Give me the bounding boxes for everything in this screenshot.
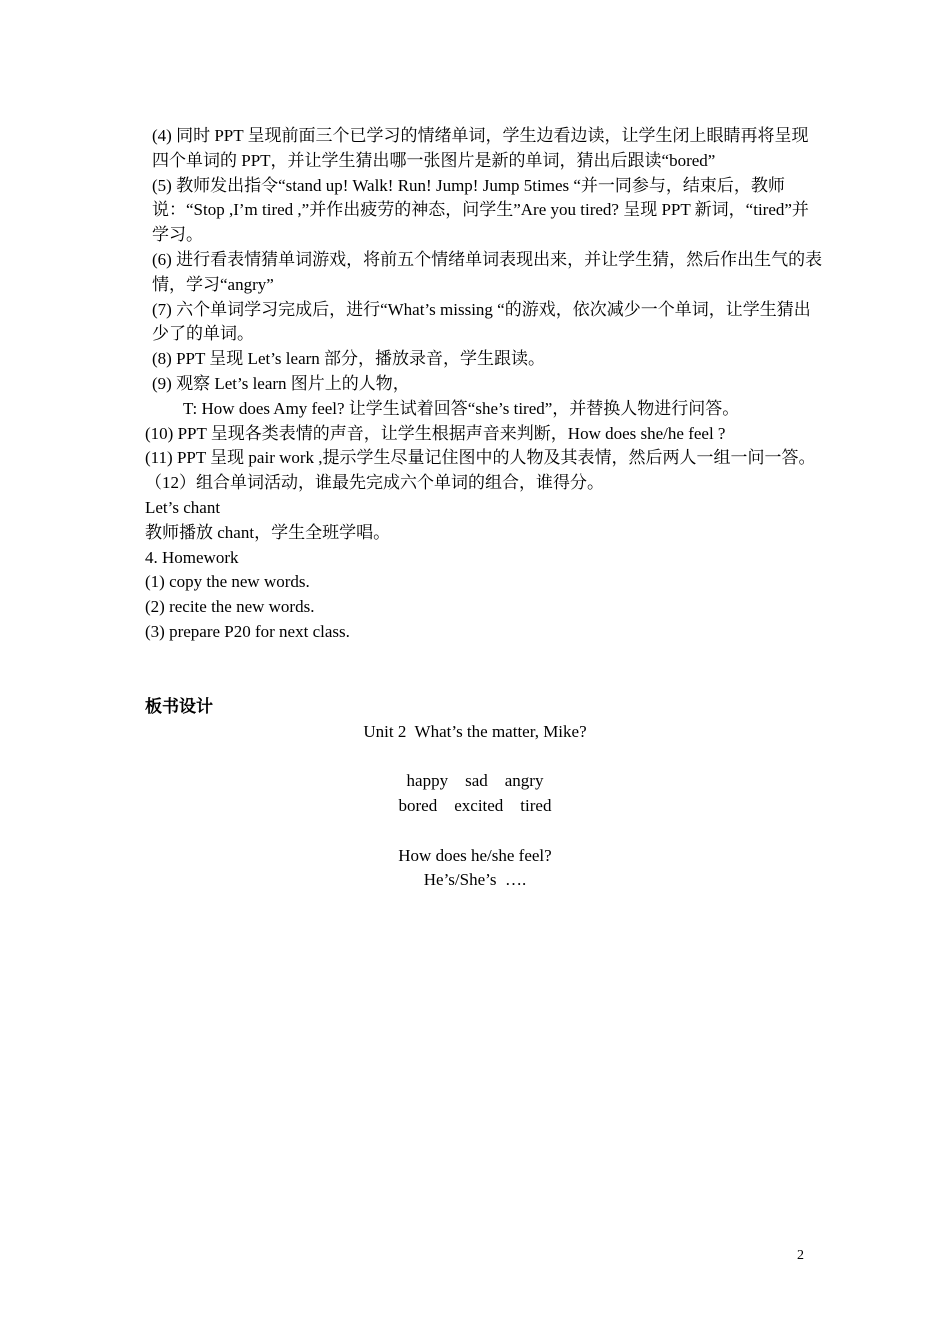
step-9-paragraph: (9) 观察 Let’s learn 图片上的人物， [152,373,410,393]
step-10-paragraph: (10) PPT 呈现各类表情的声音，让学生根据声音来判断，How does she/he feel ? [145,423,726,443]
spacer [145,645,825,695]
board-title: Unit 2 What’s the matter, Mike? [363,721,587,741]
step-7-paragraph: (7) 六个单词学习完成后，进行“What’s missing “的游戏，依次减少一个单词，让学生猜出少了的单词。 [152,299,811,344]
board-answer: He’s/She’s …. [423,870,527,890]
chant-heading: Let’s chant [145,497,221,517]
homework-item-1: (1) copy the new words. [145,572,310,592]
step-4-paragraph: (4) 同时 PPT 呈现前面三个已学习的情绪单词，学生边看边读，让学生闭上眼睛再将呈现四个单词的 PPT，并让学生猜出哪一张图片是新的单词，猜出后跟读“bored” [152,126,809,170]
chant-paragraph: 教师播放 chant，学生全班学唱。 [145,522,391,542]
board-question: How does he/she feel? [398,845,552,865]
step-12-paragraph: （12）组合单词活动，谁最先完成六个单词的组合，谁得分。 [145,473,604,493]
spacer [145,744,825,769]
homework-item-2: (2) recite the new words. [145,597,315,617]
document-body [145,124,825,893]
step-11-paragraph: (11) PPT 呈现 pair work ,提示学生尽量记住图中的人物及其表情，然后两人一组一问一答。 [145,448,816,468]
step-6-paragraph: (6) 进行看表情猜单词游戏，将前五个情绪单词表现出来，并让学生猜，然后作出生气的表情，学习“angry” [152,249,823,294]
board-words-line-2: bored excited tired [398,795,552,815]
homework-heading: 4. Homework [145,547,239,567]
step-9-dialogue: T: How does Amy feel? 让学生试着回答“she’s tired”，并替换人物进行问答。 [183,398,740,418]
homework-item-3: (3) prepare P20 for next class. [145,621,350,641]
step-8-paragraph: (8) PPT 呈现 Let’s learn 部分，播放录音，学生跟读。 [152,349,546,369]
board-words-line-1: happy sad angry [406,771,544,791]
board-design-heading: 板书设计 [145,696,213,716]
spacer [145,819,825,844]
page-number: 2 [797,1248,804,1263]
step-5-paragraph: (5) 教师发出指令“stand up! Walk! Run! Jump! Jump 5times “并一同参与，结束后，教师说：“Stop ,I’m tired ,”并作出疲劳的神态，问学生”Are you tired? 呈现 PPT 新词，“tired”并学习。 [152,175,809,245]
